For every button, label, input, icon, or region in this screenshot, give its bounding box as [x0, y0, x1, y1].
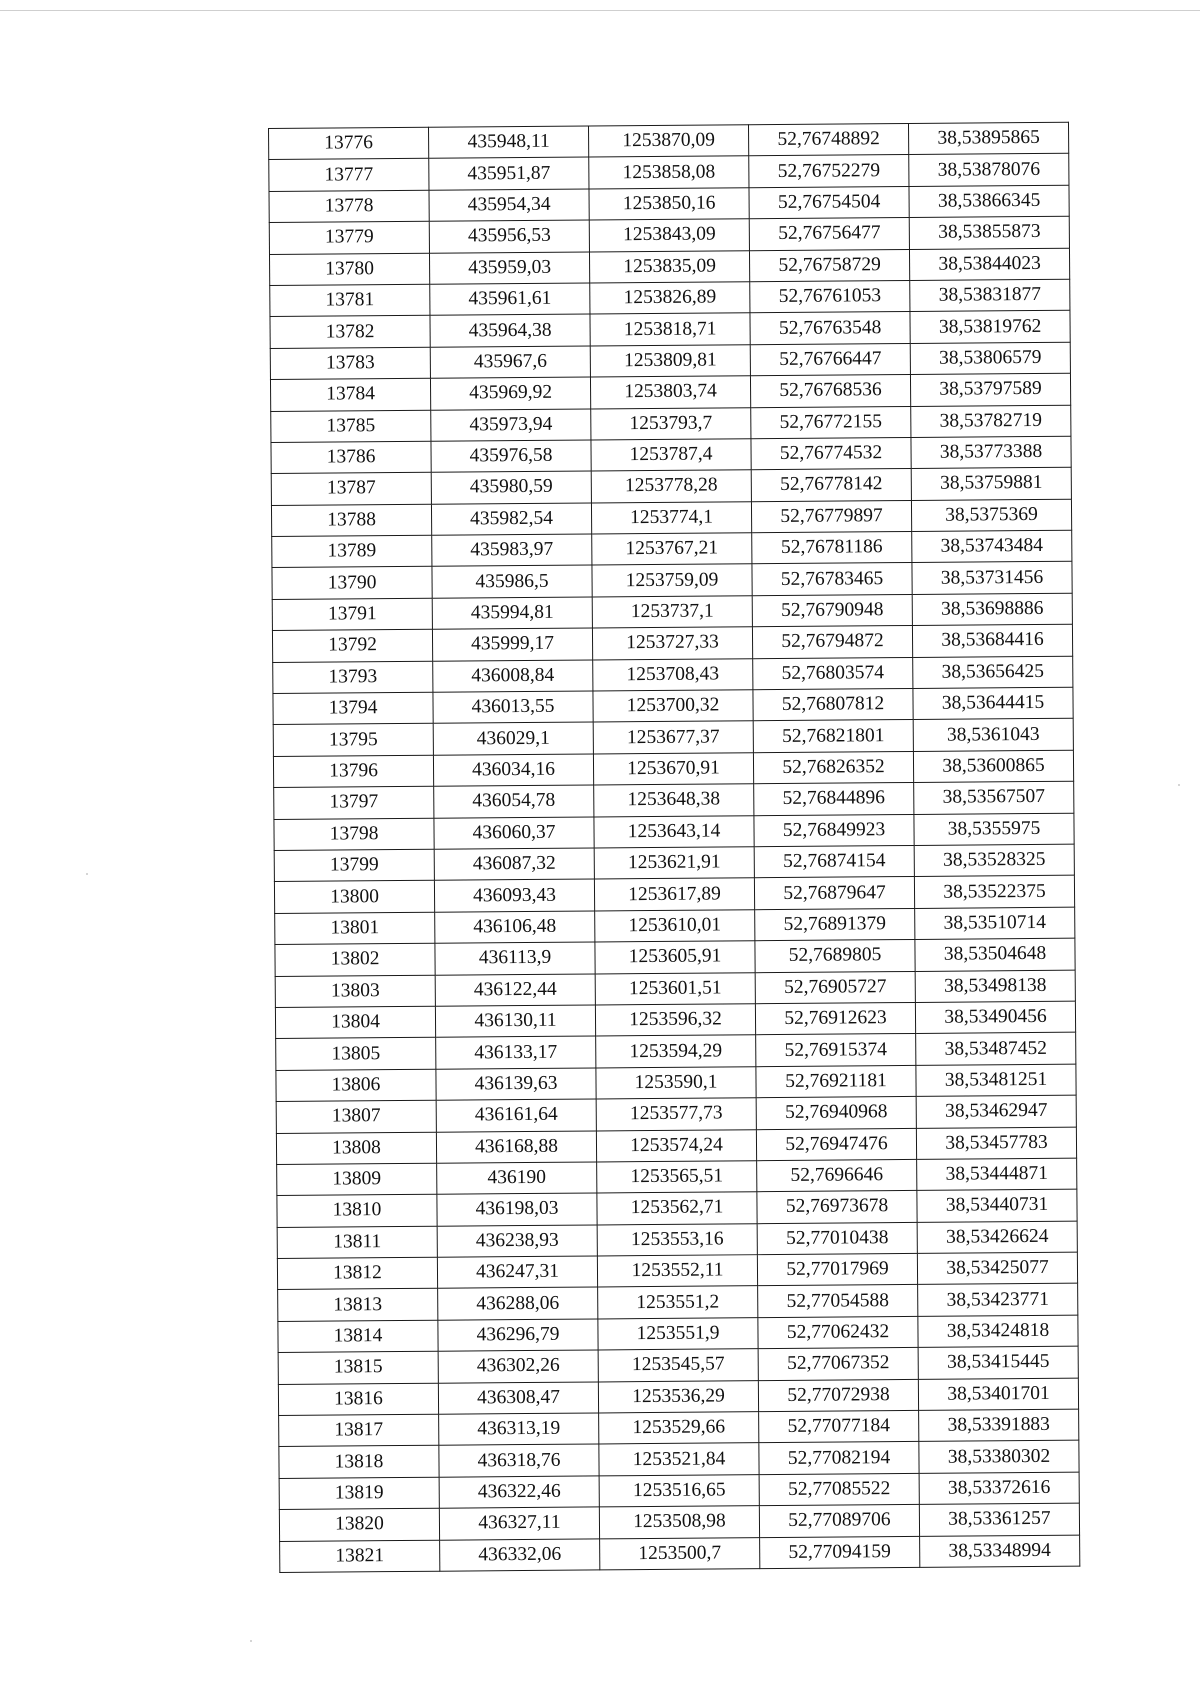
longitude-cell: 38,53743484: [912, 530, 1072, 563]
y-coordinate-cell: 1253516,65: [599, 1474, 759, 1507]
y-coordinate-cell: 1253617,89: [594, 878, 754, 911]
y-coordinate-cell: 1253708,43: [593, 658, 753, 691]
latitude-cell: 52,76912623: [755, 1002, 915, 1035]
y-coordinate-cell: 1253793,7: [591, 407, 751, 440]
longitude-cell: 38,53600865: [913, 750, 1073, 783]
x-coordinate-cell: 435983,97: [432, 534, 592, 567]
latitude-cell: 52,76756477: [749, 218, 909, 251]
latitude-cell: 52,77054588: [758, 1285, 918, 1318]
latitude-cell: 52,77094159: [760, 1536, 920, 1569]
y-coordinate-cell: 1253778,28: [591, 470, 751, 503]
latitude-cell: 52,76905727: [755, 971, 915, 1004]
longitude-cell: 38,53684416: [912, 624, 1072, 657]
latitude-cell: 52,77082194: [759, 1442, 919, 1475]
point-number-cell: 13801: [275, 912, 435, 945]
x-coordinate-cell: 435969,92: [430, 377, 590, 410]
x-coordinate-cell: 435964,38: [430, 314, 590, 347]
x-coordinate-cell: 436130,11: [435, 1005, 595, 1038]
y-coordinate-cell: 1253552,11: [597, 1255, 757, 1288]
y-coordinate-cell: 1253508,98: [599, 1506, 759, 1539]
y-coordinate-cell: 1253670,91: [593, 753, 753, 786]
latitude-cell: 52,76790948: [752, 594, 912, 627]
longitude-cell: 38,53348994: [920, 1535, 1080, 1568]
longitude-cell: 38,53567507: [914, 781, 1074, 814]
point-number-cell: 13785: [271, 410, 431, 443]
y-coordinate-cell: 1253521,84: [599, 1443, 759, 1476]
y-coordinate-cell: 1253605,91: [595, 941, 755, 974]
scan-top-edge: [0, 10, 1200, 11]
longitude-cell: 38,53481251: [916, 1064, 1076, 1097]
longitude-cell: 38,53878076: [909, 154, 1069, 187]
x-coordinate-cell: 436296,79: [438, 1319, 598, 1352]
y-coordinate-cell: 1253648,38: [594, 784, 754, 817]
longitude-cell: 38,53372616: [919, 1472, 1079, 1505]
x-coordinate-cell: 435961,61: [430, 283, 590, 316]
point-number-cell: 13819: [279, 1477, 439, 1510]
longitude-cell: 38,53440731: [917, 1189, 1077, 1222]
y-coordinate-cell: 1253601,51: [595, 972, 755, 1005]
x-coordinate-cell: 436247,31: [437, 1256, 597, 1289]
longitude-cell: 38,53831877: [910, 279, 1070, 312]
latitude-cell: 52,76794872: [752, 626, 912, 659]
y-coordinate-cell: 1253835,09: [589, 250, 749, 283]
longitude-cell: 38,53444871: [917, 1158, 1077, 1191]
point-number-cell: 13783: [270, 347, 430, 380]
longitude-cell: 38,53425077: [917, 1252, 1077, 1285]
latitude-cell: 52,7696646: [757, 1159, 917, 1192]
y-coordinate-cell: 1253826,89: [590, 282, 750, 315]
y-coordinate-cell: 1253565,51: [597, 1161, 757, 1194]
y-coordinate-cell: 1253574,24: [596, 1129, 756, 1162]
point-number-cell: 13799: [274, 849, 434, 882]
x-coordinate-cell: 435980,59: [431, 471, 591, 504]
x-coordinate-cell: 435967,6: [430, 346, 590, 379]
x-coordinate-cell: 435951,87: [429, 157, 589, 190]
latitude-cell: 52,77089706: [759, 1505, 919, 1538]
y-coordinate-cell: 1253677,37: [593, 721, 753, 754]
point-number-cell: 13792: [272, 629, 432, 662]
latitude-cell: 52,76879647: [754, 877, 914, 910]
latitude-cell: 52,76921181: [756, 1065, 916, 1098]
latitude-cell: 52,77067352: [758, 1348, 918, 1381]
latitude-cell: 52,76763548: [750, 312, 910, 345]
longitude-cell: 38,53731456: [912, 562, 1072, 595]
point-number-cell: 13802: [275, 943, 435, 976]
point-number-cell: 13809: [277, 1163, 437, 1196]
x-coordinate-cell: 436288,06: [438, 1287, 598, 1320]
point-number-cell: 13777: [269, 159, 429, 192]
latitude-cell: 52,76844896: [754, 783, 914, 816]
longitude-cell: 38,53656425: [913, 656, 1073, 689]
point-number-cell: 13814: [278, 1320, 438, 1353]
latitude-cell: 52,77085522: [759, 1473, 919, 1506]
y-coordinate-cell: 1253774,1: [591, 501, 751, 534]
y-coordinate-cell: 1253553,16: [597, 1223, 757, 1256]
x-coordinate-cell: 436302,26: [438, 1350, 598, 1383]
point-number-cell: 13812: [277, 1257, 437, 1290]
point-number-cell: 13790: [272, 567, 432, 600]
latitude-cell: 52,77010438: [757, 1222, 917, 1255]
x-coordinate-cell: 436190: [437, 1162, 597, 1195]
latitude-cell: 52,76891379: [755, 908, 915, 941]
x-coordinate-cell: 435948,11: [428, 126, 588, 159]
latitude-cell: 52,76940968: [756, 1097, 916, 1130]
point-number-cell: 13805: [276, 1038, 436, 1071]
latitude-cell: 52,76761053: [750, 280, 910, 313]
y-coordinate-cell: 1253621,91: [594, 847, 754, 880]
x-coordinate-cell: 435982,54: [431, 503, 591, 536]
y-coordinate-cell: 1253787,4: [591, 439, 751, 472]
x-coordinate-cell: 436060,37: [434, 817, 594, 850]
longitude-cell: 38,53895865: [908, 122, 1068, 155]
point-number-cell: 13794: [273, 692, 433, 725]
x-coordinate-cell: 436106,48: [435, 911, 595, 944]
x-coordinate-cell: 436308,47: [438, 1382, 598, 1415]
x-coordinate-cell: 436054,78: [434, 785, 594, 818]
latitude-cell: 52,77062432: [758, 1316, 918, 1349]
point-number-cell: 13789: [272, 535, 432, 568]
point-number-cell: 13808: [276, 1132, 436, 1165]
latitude-cell: 52,76874154: [754, 845, 914, 878]
x-coordinate-cell: 436087,32: [434, 848, 594, 881]
point-number-cell: 13810: [277, 1194, 437, 1227]
latitude-cell: 52,77072938: [758, 1379, 918, 1412]
y-coordinate-cell: 1253590,1: [596, 1066, 756, 1099]
latitude-cell: 52,7689805: [755, 940, 915, 973]
longitude-cell: 38,53698886: [912, 593, 1072, 626]
y-coordinate-cell: 1253596,32: [595, 1004, 755, 1037]
point-number-cell: 13786: [271, 441, 431, 474]
point-number-cell: 13800: [274, 881, 434, 914]
x-coordinate-cell: 436008,84: [433, 660, 593, 693]
point-number-cell: 13821: [280, 1540, 440, 1573]
y-coordinate-cell: 1253545,57: [598, 1349, 758, 1382]
y-coordinate-cell: 1253759,09: [592, 564, 752, 597]
latitude-cell: 52,76783465: [752, 563, 912, 596]
longitude-cell: 38,53806579: [910, 342, 1070, 375]
longitude-cell: 38,53504648: [915, 938, 1075, 971]
longitude-cell: 38,53819762: [910, 311, 1070, 344]
longitude-cell: 38,53424818: [918, 1315, 1078, 1348]
y-coordinate-cell: 1253843,09: [589, 219, 749, 252]
point-number-cell: 13817: [279, 1414, 439, 1447]
longitude-cell: 38,53490456: [915, 1001, 1075, 1034]
scan-speck: [86, 873, 88, 875]
y-coordinate-cell: 1253870,09: [588, 125, 748, 158]
x-coordinate-cell: 436113,9: [435, 942, 595, 975]
longitude-cell: 38,53644415: [913, 687, 1073, 720]
y-coordinate-cell: 1253577,73: [596, 1098, 756, 1131]
latitude-cell: 52,76752279: [749, 155, 909, 188]
x-coordinate-cell: 436318,76: [439, 1444, 599, 1477]
point-number-cell: 13796: [273, 755, 433, 788]
x-coordinate-cell: 435956,53: [429, 220, 589, 253]
scan-speck: [1178, 784, 1180, 786]
longitude-cell: 38,53844023: [909, 248, 1069, 281]
longitude-cell: 38,53487452: [916, 1033, 1076, 1066]
point-number-cell: 13811: [277, 1226, 437, 1259]
point-number-cell: 13820: [279, 1508, 439, 1541]
longitude-cell: 38,53528325: [914, 844, 1074, 877]
latitude-cell: 52,77017969: [757, 1253, 917, 1286]
y-coordinate-cell: 1253737,1: [592, 596, 752, 629]
y-coordinate-cell: 1253551,2: [598, 1286, 758, 1319]
x-coordinate-cell: 435994,81: [432, 597, 592, 630]
point-number-cell: 13776: [269, 127, 429, 160]
point-number-cell: 13798: [274, 818, 434, 851]
x-coordinate-cell: 435999,17: [432, 628, 592, 661]
longitude-cell: 38,5355975: [914, 813, 1074, 846]
x-coordinate-cell: 435986,5: [432, 565, 592, 598]
x-coordinate-cell: 436161,64: [436, 1099, 596, 1132]
x-coordinate-cell: 435954,34: [429, 189, 589, 222]
point-number-cell: 13781: [270, 284, 430, 317]
point-number-cell: 13782: [270, 316, 430, 349]
longitude-cell: 38,53498138: [915, 970, 1075, 1003]
longitude-cell: 38,53426624: [917, 1221, 1077, 1254]
longitude-cell: 38,5375369: [911, 499, 1071, 532]
y-coordinate-cell: 1253536,29: [598, 1380, 758, 1413]
longitude-cell: 38,5361043: [913, 719, 1073, 752]
longitude-cell: 38,53462947: [916, 1095, 1076, 1128]
latitude-cell: 52,76807812: [753, 688, 913, 721]
point-number-cell: 13784: [270, 378, 430, 411]
y-coordinate-cell: 1253529,66: [599, 1412, 759, 1445]
y-coordinate-cell: 1253700,32: [593, 690, 753, 723]
point-number-cell: 13788: [271, 504, 431, 537]
x-coordinate-cell: 436029,1: [433, 722, 593, 755]
latitude-cell: 52,76748892: [748, 123, 908, 156]
longitude-cell: 38,53510714: [915, 907, 1075, 940]
x-coordinate-cell: 436238,93: [437, 1225, 597, 1258]
x-coordinate-cell: 436168,88: [436, 1130, 596, 1163]
coordinates-table: [268, 122, 1080, 1573]
y-coordinate-cell: 1253610,01: [595, 909, 755, 942]
table-row: [280, 1535, 1080, 1573]
y-coordinate-cell: 1253858,08: [589, 156, 749, 189]
longitude-cell: 38,53866345: [909, 185, 1069, 218]
point-number-cell: 13793: [273, 661, 433, 694]
x-coordinate-cell: 435973,94: [431, 408, 591, 441]
latitude-cell: 52,76973678: [757, 1191, 917, 1224]
latitude-cell: 52,76849923: [754, 814, 914, 847]
point-number-cell: 13815: [278, 1351, 438, 1384]
latitude-cell: 52,76754504: [749, 186, 909, 219]
x-coordinate-cell: 436327,11: [439, 1507, 599, 1540]
y-coordinate-cell: 1253643,14: [594, 815, 754, 848]
longitude-cell: 38,53391883: [919, 1409, 1079, 1442]
latitude-cell: 52,76758729: [749, 249, 909, 282]
y-coordinate-cell: 1253594,29: [596, 1035, 756, 1068]
point-number-cell: 13779: [269, 221, 429, 254]
latitude-cell: 52,77077184: [759, 1410, 919, 1443]
latitude-cell: 52,76915374: [756, 1034, 916, 1067]
x-coordinate-cell: 436198,03: [437, 1193, 597, 1226]
latitude-cell: 52,76768536: [750, 375, 910, 408]
x-coordinate-cell: 436093,43: [434, 879, 594, 912]
x-coordinate-cell: 436122,44: [435, 974, 595, 1007]
latitude-cell: 52,76778142: [751, 469, 911, 502]
latitude-cell: 52,76947476: [756, 1128, 916, 1161]
longitude-cell: 38,53415445: [918, 1346, 1078, 1379]
y-coordinate-cell: 1253500,7: [600, 1537, 760, 1570]
point-number-cell: 13807: [276, 1100, 436, 1133]
longitude-cell: 38,53782719: [911, 405, 1071, 438]
point-number-cell: 13791: [272, 598, 432, 631]
scan-speck: [250, 1640, 252, 1642]
latitude-cell: 52,76803574: [753, 657, 913, 690]
longitude-cell: 38,53423771: [918, 1284, 1078, 1317]
longitude-cell: 38,53855873: [909, 216, 1069, 249]
coordinates-table-container: [268, 122, 1079, 1573]
latitude-cell: 52,76774532: [751, 437, 911, 470]
point-number-cell: 13818: [279, 1446, 439, 1479]
y-coordinate-cell: 1253809,81: [590, 344, 750, 377]
longitude-cell: 38,53773388: [911, 436, 1071, 469]
longitude-cell: 38,53361257: [919, 1503, 1079, 1536]
coordinates-table-body: [269, 122, 1080, 1572]
latitude-cell: 52,76772155: [751, 406, 911, 439]
point-number-cell: 13804: [275, 1006, 435, 1039]
longitude-cell: 38,53380302: [919, 1441, 1079, 1474]
point-number-cell: 13780: [269, 253, 429, 286]
latitude-cell: 52,76821801: [753, 720, 913, 753]
longitude-cell: 38,53797589: [910, 373, 1070, 406]
y-coordinate-cell: 1253551,9: [598, 1318, 758, 1351]
x-coordinate-cell: 436332,06: [440, 1539, 600, 1572]
point-number-cell: 13797: [274, 786, 434, 819]
point-number-cell: 13816: [278, 1383, 438, 1416]
y-coordinate-cell: 1253562,71: [597, 1192, 757, 1225]
x-coordinate-cell: 436013,55: [433, 691, 593, 724]
longitude-cell: 38,53522375: [914, 876, 1074, 909]
y-coordinate-cell: 1253767,21: [592, 533, 752, 566]
x-coordinate-cell: 435959,03: [429, 252, 589, 285]
latitude-cell: 52,76766447: [750, 343, 910, 376]
point-number-cell: 13803: [275, 975, 435, 1008]
x-coordinate-cell: 435976,58: [431, 440, 591, 473]
longitude-cell: 38,53401701: [918, 1378, 1078, 1411]
point-number-cell: 13778: [269, 190, 429, 223]
y-coordinate-cell: 1253803,74: [590, 376, 750, 409]
point-number-cell: 13806: [276, 1069, 436, 1102]
longitude-cell: 38,53457783: [916, 1127, 1076, 1160]
point-number-cell: 13787: [271, 473, 431, 506]
longitude-cell: 38,53759881: [911, 467, 1071, 500]
y-coordinate-cell: 1253850,16: [589, 188, 749, 221]
latitude-cell: 52,76781186: [752, 532, 912, 565]
latitude-cell: 52,76826352: [753, 751, 913, 784]
y-coordinate-cell: 1253818,71: [590, 313, 750, 346]
y-coordinate-cell: 1253727,33: [592, 627, 752, 660]
x-coordinate-cell: 436034,16: [433, 754, 593, 787]
point-number-cell: 13813: [278, 1289, 438, 1322]
x-coordinate-cell: 436322,46: [439, 1476, 599, 1509]
x-coordinate-cell: 436133,17: [436, 1036, 596, 1069]
x-coordinate-cell: 436139,63: [436, 1068, 596, 1101]
point-number-cell: 13795: [273, 724, 433, 757]
x-coordinate-cell: 436313,19: [439, 1413, 599, 1446]
latitude-cell: 52,76779897: [751, 500, 911, 533]
